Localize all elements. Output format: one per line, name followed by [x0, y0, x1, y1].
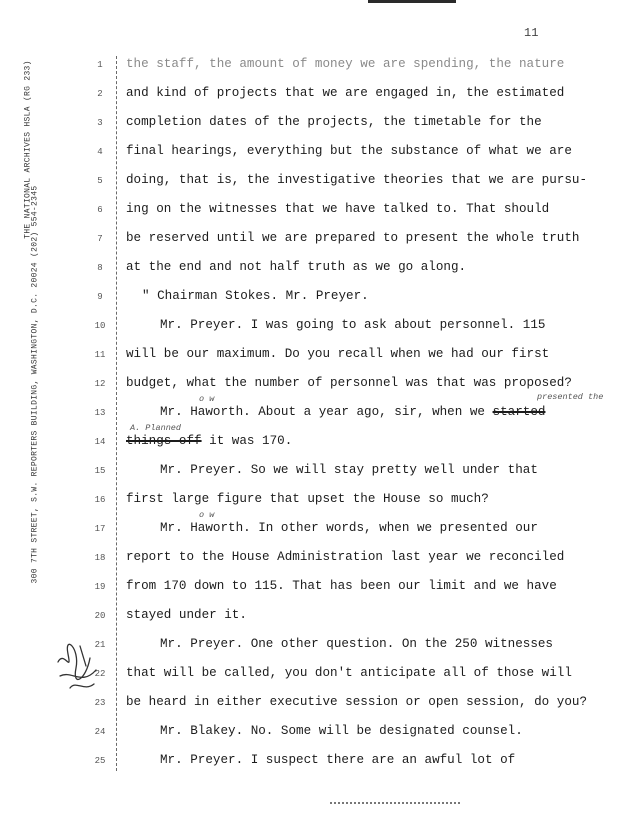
- line-number: 14: [94, 437, 106, 447]
- transcript-line: from 170 down to 115. That has been our limit and we have: [126, 579, 557, 593]
- transcript-line: Mr. Preyer. I suspect there are an awful lot of: [160, 753, 516, 767]
- line-number: 13: [94, 408, 106, 418]
- line-number: 3: [97, 118, 103, 128]
- margin-rule: [116, 56, 117, 771]
- line-number: 21: [94, 640, 106, 650]
- line-number: 12: [94, 379, 106, 389]
- struck-word: started: [492, 405, 546, 419]
- transcript-line: Mr. Preyer. So we will stay pretty well under that: [160, 463, 538, 477]
- line-number: 15: [94, 466, 106, 476]
- line-number: 20: [94, 611, 106, 621]
- transcript-line: ing on the witnesses that we have talked to. That should: [126, 202, 550, 216]
- page-number: 11: [524, 26, 539, 40]
- transcript-line: Mr. Blakey. No. Some will be designated counsel.: [160, 724, 523, 738]
- line-number: 4: [97, 147, 103, 157]
- line-number: 9: [97, 292, 103, 302]
- line-number: 16: [94, 495, 106, 505]
- line-number: 24: [94, 727, 106, 737]
- line-number: 8: [97, 263, 103, 273]
- line-number: 23: [94, 698, 106, 708]
- line-number: 19: [94, 582, 106, 592]
- transcript-line: " Chairman Stokes. Mr. Preyer.: [142, 289, 369, 303]
- transcript-line: report to the House Administration last year we reconciled: [126, 550, 565, 564]
- struck-word: things off: [126, 434, 202, 448]
- line-number: 5: [97, 176, 103, 186]
- transcript-line: first large figure that upset the House so much?: [126, 492, 489, 506]
- transcript-line: be heard in either executive session or open session, do you?: [126, 695, 588, 709]
- bottom-mark: [330, 802, 460, 807]
- handwritten-note: A. Planned: [130, 423, 182, 433]
- handwritten-note: presented the: [537, 392, 604, 402]
- top-edge-mark: [368, 0, 456, 3]
- transcript-line: [126, 434, 292, 448]
- handwritten-signature: [50, 640, 110, 700]
- transcript-line: doing, that is, the investigative theories that we are pursu-: [126, 173, 588, 187]
- line-number: 1: [97, 60, 103, 70]
- transcript-line: will be our maximum. Do you recall when we had our first: [126, 347, 550, 361]
- line-number: 17: [94, 524, 106, 534]
- transcript-line: budget, what the number of personnel was that was proposed?: [126, 376, 572, 390]
- transcript-line: Mr. Preyer. I was going to ask about personnel. 115: [160, 318, 546, 332]
- line-number: 2: [97, 89, 103, 99]
- transcript-line: and kind of projects that we are engaged in, the estimated: [126, 86, 565, 100]
- line-number: 6: [97, 205, 103, 215]
- line-text: Mr. Haworth. About a year ago, sir, when we: [160, 405, 485, 419]
- line-number: 7: [97, 234, 103, 244]
- transcript-line: [160, 405, 545, 419]
- line-number: 25: [94, 756, 106, 766]
- handwritten-note: o w: [199, 510, 215, 520]
- handwritten-note: o w: [199, 394, 215, 404]
- transcript-line: completion dates of the projects, the timetable for the: [126, 115, 542, 129]
- transcript-line: that will be called, you don't anticipate all of those will: [126, 666, 572, 680]
- transcript-line: Mr. Haworth. In other words, when we presented our: [160, 521, 538, 535]
- archives-stamp: THE NATIONAL ARCHIVES HSLA (RG 233): [23, 60, 33, 239]
- transcript-line: be reserved until we are prepared to present the whole truth: [126, 231, 580, 245]
- line-number: 18: [94, 553, 106, 563]
- transcript-line: stayed under it.: [126, 608, 247, 622]
- line-text: it was 170.: [201, 434, 293, 448]
- transcript-line: at the end and not half truth as we go along.: [126, 260, 467, 274]
- reporters-stamp: 300 7TH STREET, S.W. REPORTERS BUILDING, WASHINGTON, D.C. 20024 (202) 554-2345: [30, 185, 40, 584]
- transcript-line: final hearings, everything but the substance of what we are: [126, 144, 572, 158]
- transcript-line: Mr. Preyer. One other question. On the 250 witnesses: [160, 637, 553, 651]
- line-number: 11: [94, 350, 106, 360]
- line-number: 10: [94, 321, 106, 331]
- transcript-line: the staff, the amount of money we are spending, the nature: [126, 57, 565, 71]
- line-number: 22: [94, 669, 106, 679]
